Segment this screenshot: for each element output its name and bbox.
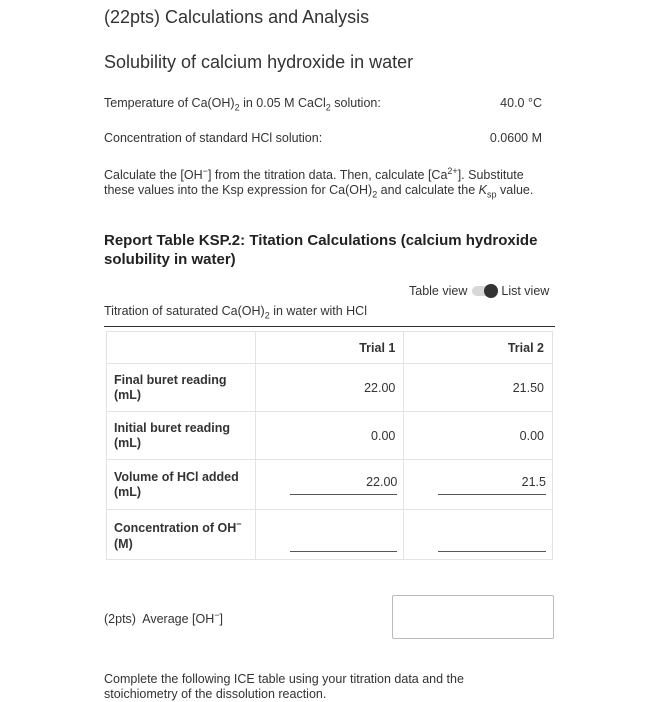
oh-concentration-trial-1-cell [255, 510, 404, 560]
oh-concentration-trial-2-input[interactable] [438, 532, 546, 552]
initial-buret-trial-2: 0.00 [404, 412, 553, 460]
row-label-oh-concentration: Concentration of OH− (M) [107, 510, 256, 560]
section-title: (22pts) Calculations and Analysis [104, 7, 370, 27]
table-caption: Titration of saturated $Ca(OH)_2$ in water with HCl [104, 304, 367, 321]
hcl-concentration-row [104, 131, 542, 145]
average-oh-input[interactable] [392, 595, 554, 639]
row-label-final-buret: Final buret reading (mL) [107, 364, 256, 412]
row-label-initial-buret: Initial buret reading (mL) [107, 412, 256, 460]
hcl-concentration-label: Concentration of standard HCl solution: [104, 131, 323, 145]
table-row [107, 460, 553, 510]
instructions-paragraph: Calculate the [OH−] from the titration data. Then, calculate $[Ca^{2+}]$. Substitute these values into the Ksp expression for $Ca(OH)_2$ and calculate the $K_{sp}$ value. [104, 166, 534, 200]
volume-hcl-trial-1-input[interactable]: 22.00 [290, 475, 398, 495]
volume-hcl-trial-2-input[interactable]: 21.5 [438, 475, 546, 495]
volume-hcl-trial-2-cell [404, 460, 553, 510]
final-buret-trial-1: 22.00 [255, 364, 404, 412]
table-row [107, 412, 553, 460]
table-row [107, 510, 553, 560]
section-subtitle: Solubility of calcium hydroxide in water [104, 52, 414, 72]
header-trial-1: Trial 1 [255, 332, 404, 364]
header-empty-cell [107, 332, 256, 364]
view-toggle [409, 284, 549, 298]
initial-buret-trial-1: 0.00 [255, 412, 404, 460]
view-toggle-switch[interactable] [470, 285, 498, 297]
ice-instructions: Complete the following ICE table using your titration data and the stoichiometry of the dissolution reaction. [104, 672, 464, 701]
average-oh-label: (2pts) Average [OH−] [104, 610, 223, 627]
table-header-row [107, 332, 553, 364]
oh-concentration-trial-1-input[interactable] [290, 532, 398, 552]
temperature-row [104, 96, 542, 113]
toggle-knob [484, 284, 498, 298]
hcl-concentration-value: 0.0600 M [489, 131, 542, 145]
final-buret-trial-2: 21.50 [404, 364, 553, 412]
caption-divider [104, 326, 555, 327]
list-view-label[interactable]: List view [501, 284, 550, 298]
table-row [107, 364, 553, 412]
titration-table [106, 331, 553, 560]
table-view-label[interactable]: Table view [409, 284, 468, 298]
row-label-volume-hcl: Volume of HCl added (mL) [107, 460, 256, 510]
volume-hcl-trial-1-cell [255, 460, 404, 510]
temperature-label: Temperature of $Ca(OH)_2$ in 0.05 M CaCl$_2$ solution: [104, 96, 381, 113]
report-table-title: Report Table KSP.2: Titation Calculations (calcium hydroxide solubility in water) [104, 232, 538, 268]
oh-concentration-trial-2-cell [404, 510, 553, 560]
temperature-value: 40.0 °C [500, 96, 542, 110]
header-trial-2: Trial 2 [404, 332, 553, 364]
